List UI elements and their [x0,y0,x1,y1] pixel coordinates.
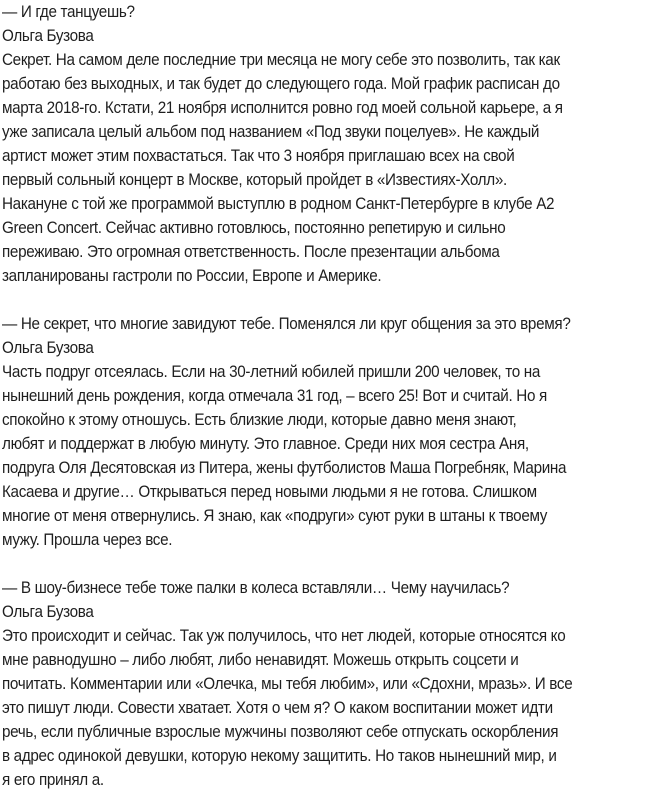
answer-line: Green Concert. Сейчас активно готовлюсь, постоянно репетирую и сильно [2,219,506,237]
answer-line: это пишут люди. Совести хватает. Хотя о чем я? О каком воспитании может идти [2,699,553,717]
speaker-name: Ольга Бузова [2,603,94,621]
answer-line: почитать. Комментарии или «Олечка, мы тебя любим», или «Сдохни, мразь». И все [2,675,573,693]
answer-line: спокойно к этому отношусь. Есть близкие люди, которые давно меня знают, [2,411,517,429]
answer-line: подруга Оля Десятовская из Питера, жены футболистов Маша Погребняк, Марина [2,459,567,477]
answer-line: работаю без выходных, и так будет до следующего года. Мой график расписан до [2,75,560,93]
answer-line: нынешний день рождения, когда отмечала 31 год, – всего 25! Вот и считай. Но я [2,387,547,405]
interview-question: — И где танцуешь? [2,3,135,21]
answer-line: артист может этим похвастаться. Так что 3 ноября приглашаю всех на свой [2,147,515,165]
answer-line: в адрес одинокой девушки, которую некому защитить. Но таков нынешний мир, и [2,747,557,765]
qa-block-2 [2,312,625,552]
speaker-name: Ольга Бузова [2,339,94,357]
answer-line: Накануне с той же программой выступлю в родном Санкт-Петербурге в клубе A2 [2,195,555,213]
answer-line: Часть подруг отсеялась. Если на 30-летний юбилей пришли 200 человек, то на [2,363,541,381]
qa-block-1 [2,0,625,288]
answer-line: речь, если публичные взрослые мужчины позволяют себе отпускать оскорбления [2,723,559,741]
answer-line: запланированы гастроли по России, Европе и Америке. [2,267,382,285]
answer-line: мужу. Прошла через все. [2,531,173,549]
interview-question: — В шоу-бизнесе тебе тоже палки в колеса вставляли… Чему научилась? [2,579,510,597]
answer-line: многие от меня отвернулись. Я знаю, как «подруги» суют руки в штаны к твоему [2,507,548,525]
answer-line: Секрет. На самом деле последние три месяца не могу себе это позволить, так как [2,51,560,69]
answer-line: мне равнодушно – либо любят, либо ненавидят. Можешь открыть соцсети и [2,651,519,669]
qa-block-3 [2,576,625,792]
answer-line: марта 2018-го. Кстати, 21 ноября исполнится ровно год моей сольной карьере, а я [2,99,563,117]
speaker-name: Ольга Бузова [2,27,94,45]
answer-line: переживаю. Это огромная ответственность. После презентации альбома [2,243,500,261]
interview-question: — Не секрет, что многие завидуют тебе. Поменялся ли круг общения за это время? [2,315,571,333]
answer-line: любят и поддержат в любую минуту. Это главное. Среди них моя сестра Аня, [2,435,529,453]
interview-article [2,0,625,792]
answer-line: я его принял а. [2,771,104,789]
answer-line: Касаева и другие… Открываться перед новыми людьми я не готова. Слишком [2,483,537,501]
answer-line: первый сольный концерт в Москве, который пройдет в «Известиях-Холл». [2,171,507,189]
answer-line: Это происходит и сейчас. Так уж получилось, что нет людей, которые относятся ко [2,627,566,645]
answer-line: уже записала целый альбом под названием «Под звуки поцелуев». Не каждый [2,123,540,141]
